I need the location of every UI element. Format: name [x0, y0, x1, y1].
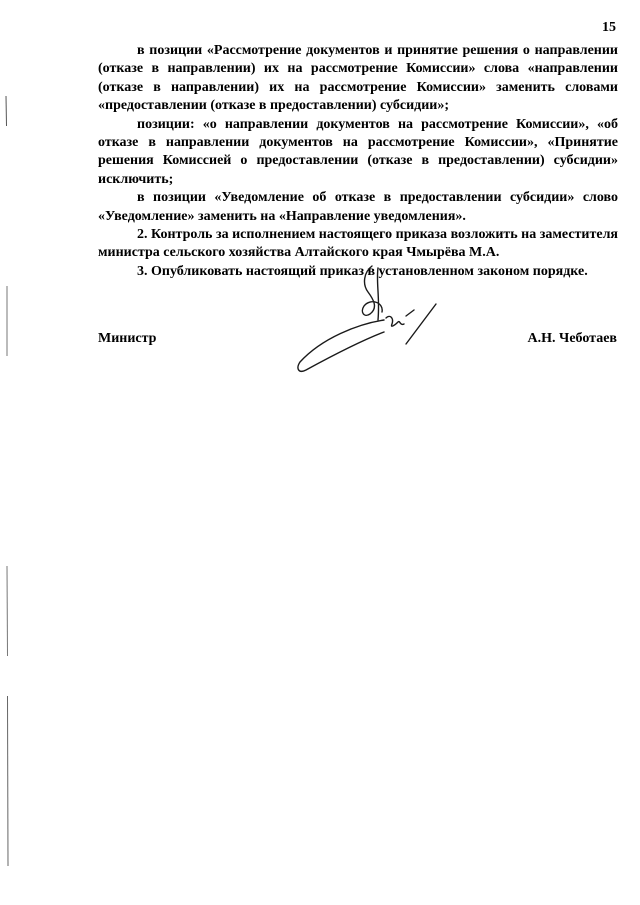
margin-scan-line: [4, 96, 12, 866]
paragraph-control: 2. Контроль за исполнением настоящего приказа возложить на заместителя министра сельского хозяйства Алтайского края Чмырёва М.А.: [98, 227, 618, 261]
paragraph-position-review: в позиции «Рассмотрение документов и принятие решения о направлении (отказе в направлении) их на рассмотрение Комиссии» слова «направлении (отказе в направлении) их на рассмотрение Комиссии» заменить словами «предоставлении (отказе в предоставлении) субсидии»;: [98, 43, 618, 114]
paragraph-publish: 3. Опубликовать настоящий приказ в установленном законом порядке.: [137, 263, 588, 279]
order-text: [98, 42, 618, 281]
signer-title: Министр: [98, 331, 157, 346]
signer-name: А.Н. Чеботаев: [527, 331, 617, 346]
handwritten-signature: [288, 262, 448, 382]
paragraph-positions-exclude: позиции: «о направлении документов на рассмотрение Комиссии», «об отказе в направлении документов на рассмотрение Комиссии», «Принятие решения Комиссией о предоставлении (отказе в предоставлении) субсидии» исключить;: [98, 116, 618, 187]
page-number: 15: [602, 20, 616, 35]
paragraph-position-notification: в позиции «Уведомление об отказе в предоставлении субсидии» слово «Уведомление» заменить на «Направление уведомления».: [98, 190, 618, 224]
